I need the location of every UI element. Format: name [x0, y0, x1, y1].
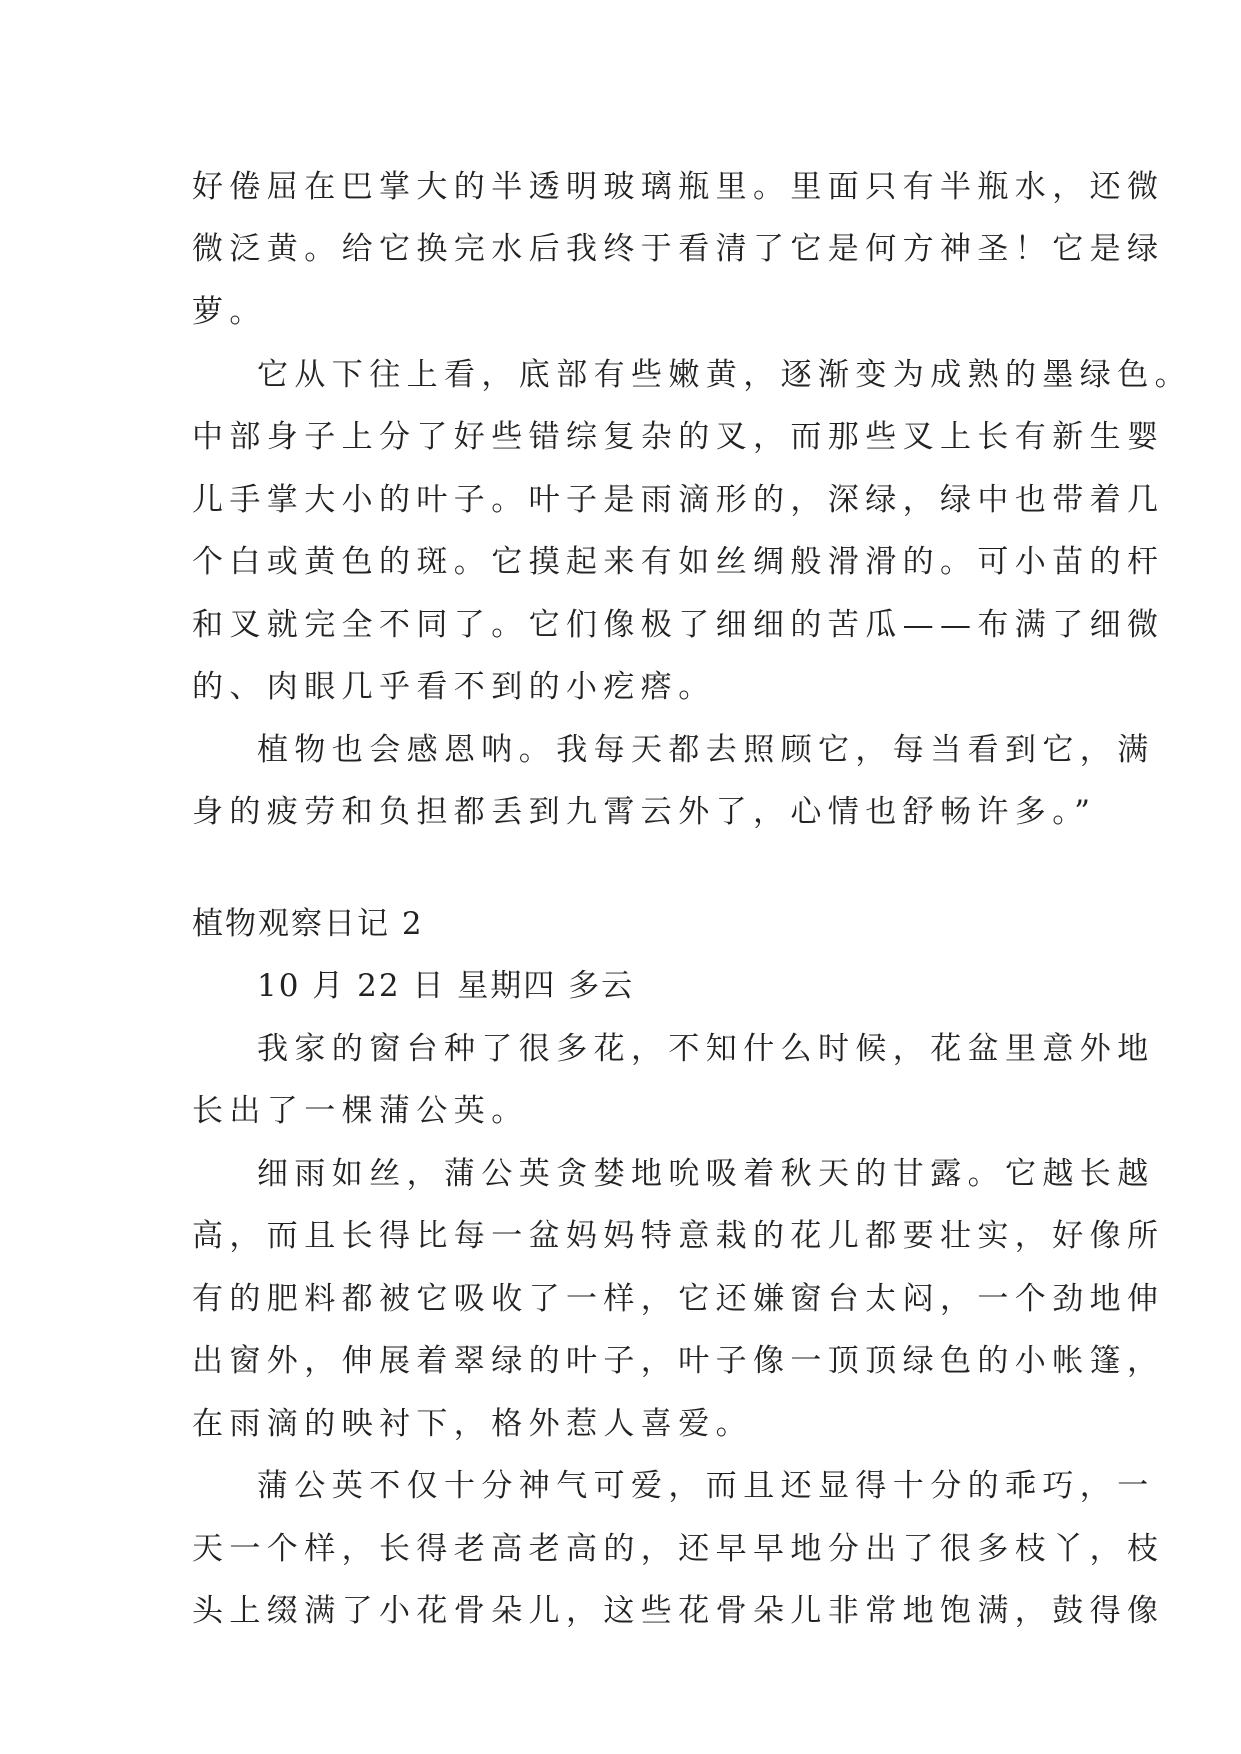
- paragraph-line: 高，而且长得比每一盆妈妈特意栽的花儿都要壮实，好像所: [192, 1218, 1165, 1254]
- paragraph-line: 在雨滴的映衬下，格外惹人喜爱。: [192, 1406, 753, 1442]
- paragraph-line: 好倦屈在巴掌大的半透明玻璃瓶里。里面只有半瓶水，还微: [192, 169, 1165, 205]
- paragraph-line: 和叉就完全不同了。它们像极了细细的苦瓜——布满了细微: [192, 607, 1165, 643]
- paragraph-line: 蒲公英不仅十分神气可爱，而且还显得十分的乖巧，一: [257, 1468, 1155, 1504]
- paragraph-line: 头上缀满了小花骨朵儿，这些花骨朵儿非常地饱满，鼓得像: [192, 1593, 1165, 1629]
- diary-date: 10 月 22 日 星期四 多云: [257, 968, 635, 1004]
- paragraph-line: 的、肉眼几乎看不到的小疙瘩。: [192, 669, 716, 705]
- paragraph-line: 儿手掌大小的叶子。叶子是雨滴形的，深绿，绿中也带着几: [192, 482, 1165, 518]
- section-title: 植物观察日记 2: [192, 906, 424, 942]
- paragraph-line: 细雨如丝，蒲公英贪婪地吮吸着秋天的甘露。它越长越: [257, 1156, 1155, 1192]
- paragraph-line: 我家的窗台种了很多花，不知什么时候，花盆里意外地: [257, 1031, 1155, 1067]
- paragraph-line: 萝。: [192, 294, 267, 330]
- paragraph-line: 微泛黄。给它换完水后我终于看清了它是何方神圣！它是绿: [192, 231, 1165, 267]
- paragraph-line: 身的疲劳和负担都丢到九霄云外了，心情也舒畅许多。”: [192, 794, 1097, 830]
- paragraph-line: 中部身子上分了好些错综复杂的叉，而那些叉上长有新生婴: [192, 419, 1165, 455]
- paragraph-line: 个白或黄色的斑。它摸起来有如丝绸般滑滑的。可小苗的杆: [192, 544, 1165, 580]
- paragraph-line: 天一个样，长得老高老高的，还早早地分出了很多枝丫，枝: [192, 1531, 1165, 1567]
- paragraph-line: 有的肥料都被它吸收了一样，它还嫌窗台太闷，一个劲地伸: [192, 1281, 1165, 1317]
- paragraph-line: 长出了一棵蒲公英。: [192, 1093, 529, 1129]
- paragraph-line: 出窗外，伸展着翠绿的叶子，叶子像一顶顶绿色的小帐篷，: [192, 1343, 1165, 1379]
- paragraph-line: 植物也会感恩呐。我每天都去照顾它，每当看到它，满: [257, 732, 1155, 768]
- paragraph-line: 它从下往上看，底部有些嫩黄，逐渐变为成熟的墨绿色。: [257, 357, 1192, 393]
